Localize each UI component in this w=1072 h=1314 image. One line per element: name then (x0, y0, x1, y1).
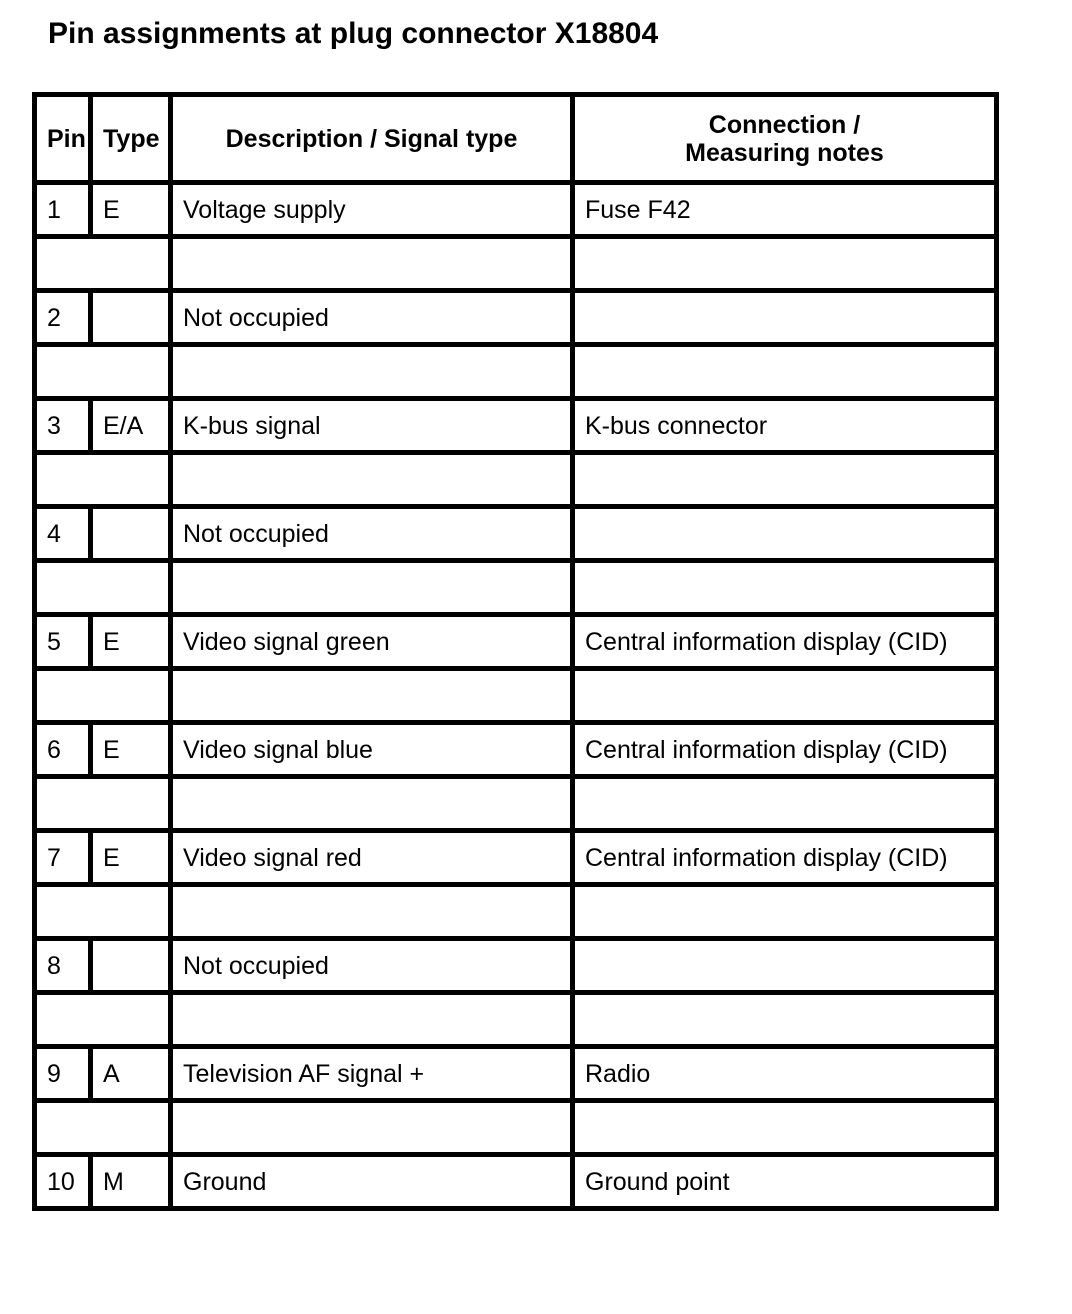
table-row (35, 291, 997, 345)
cell-type: E (91, 615, 171, 669)
cell-description: Not occupied (171, 507, 573, 561)
cell-type: E (91, 831, 171, 885)
spacer-cell-description (171, 345, 573, 399)
spacer-row (35, 885, 997, 939)
spacer-row (35, 669, 997, 723)
spacer-cell-description (171, 669, 573, 723)
table-row (35, 183, 997, 237)
cell-pin: 4 (35, 507, 91, 561)
spacer-row (35, 345, 997, 399)
spacer-cell-pin-type (35, 993, 171, 1047)
cell-connection: K-bus connector (573, 399, 997, 453)
spacer-cell-connection (573, 345, 997, 399)
cell-pin: 7 (35, 831, 91, 885)
spacer-cell-connection (573, 237, 997, 291)
spacer-cell-connection (573, 453, 997, 507)
cell-connection: Ground point (573, 1155, 997, 1209)
cell-pin: 8 (35, 939, 91, 993)
table-body (35, 183, 997, 1209)
spacer-cell-description (171, 237, 573, 291)
cell-type: A (91, 1047, 171, 1101)
cell-pin: 2 (35, 291, 91, 345)
cell-description: K-bus signal (171, 399, 573, 453)
header-connection-line2: Measuring notes (685, 138, 884, 167)
cell-pin: 5 (35, 615, 91, 669)
spacer-cell-pin-type (35, 777, 171, 831)
table-row (35, 1047, 997, 1101)
spacer-cell-pin-type (35, 885, 171, 939)
table-row (35, 723, 997, 777)
cell-connection: Central information display (CID) (573, 723, 997, 777)
pin-assignment-table (32, 92, 999, 1211)
spacer-cell-pin-type (35, 453, 171, 507)
table-header-row (35, 95, 997, 183)
spacer-cell-pin-type (35, 237, 171, 291)
table-row (35, 831, 997, 885)
spacer-cell-connection (573, 777, 997, 831)
spacer-cell-description (171, 1101, 573, 1155)
spacer-row (35, 237, 997, 291)
cell-description: Video signal red (171, 831, 573, 885)
table-row (35, 939, 997, 993)
cell-connection (573, 507, 997, 561)
cell-type: E (91, 723, 171, 777)
cell-description: Television AF signal + (171, 1047, 573, 1101)
cell-connection (573, 939, 997, 993)
spacer-cell-connection (573, 1101, 997, 1155)
spacer-cell-description (171, 885, 573, 939)
header-type: Type (91, 95, 171, 183)
cell-description: Not occupied (171, 291, 573, 345)
spacer-cell-description (171, 993, 573, 1047)
cell-description: Video signal green (171, 615, 573, 669)
spacer-cell-pin-type (35, 1101, 171, 1155)
cell-pin: 10 (35, 1155, 91, 1209)
page-title: Pin assignments at plug connector X18804 (48, 17, 659, 50)
spacer-cell-description (171, 453, 573, 507)
cell-connection: Central information display (CID) (573, 831, 997, 885)
table-row (35, 1155, 997, 1209)
cell-connection (573, 291, 997, 345)
cell-type (91, 939, 171, 993)
header-connection-line1: Connection / (708, 110, 861, 139)
cell-type: E/A (91, 399, 171, 453)
spacer-cell-connection (573, 993, 997, 1047)
spacer-cell-pin-type (35, 561, 171, 615)
cell-connection: Fuse F42 (573, 183, 997, 237)
spacer-row (35, 561, 997, 615)
table-row (35, 615, 997, 669)
cell-type (91, 291, 171, 345)
spacer-cell-pin-type (35, 669, 171, 723)
spacer-cell-description (171, 777, 573, 831)
table-row (35, 507, 997, 561)
header-description: Description / Signal type (171, 95, 573, 183)
spacer-cell-connection (573, 885, 997, 939)
cell-description: Video signal blue (171, 723, 573, 777)
cell-description: Not occupied (171, 939, 573, 993)
cell-description: Ground (171, 1155, 573, 1209)
spacer-cell-connection (573, 561, 997, 615)
spacer-cell-connection (573, 669, 997, 723)
spacer-row (35, 777, 997, 831)
spacer-cell-description (171, 561, 573, 615)
cell-connection: Central information display (CID) (573, 615, 997, 669)
spacer-cell-pin-type (35, 345, 171, 399)
spacer-row (35, 453, 997, 507)
cell-pin: 6 (35, 723, 91, 777)
cell-pin: 1 (35, 183, 91, 237)
cell-type: M (91, 1155, 171, 1209)
table-row (35, 399, 997, 453)
header-pin: Pin (35, 95, 91, 183)
cell-pin: 3 (35, 399, 91, 453)
cell-pin: 9 (35, 1047, 91, 1101)
spacer-row (35, 1101, 997, 1155)
header-connection (573, 95, 997, 183)
cell-connection: Radio (573, 1047, 997, 1101)
spacer-row (35, 993, 997, 1047)
cell-type (91, 507, 171, 561)
cell-description: Voltage supply (171, 183, 573, 237)
cell-type: E (91, 183, 171, 237)
